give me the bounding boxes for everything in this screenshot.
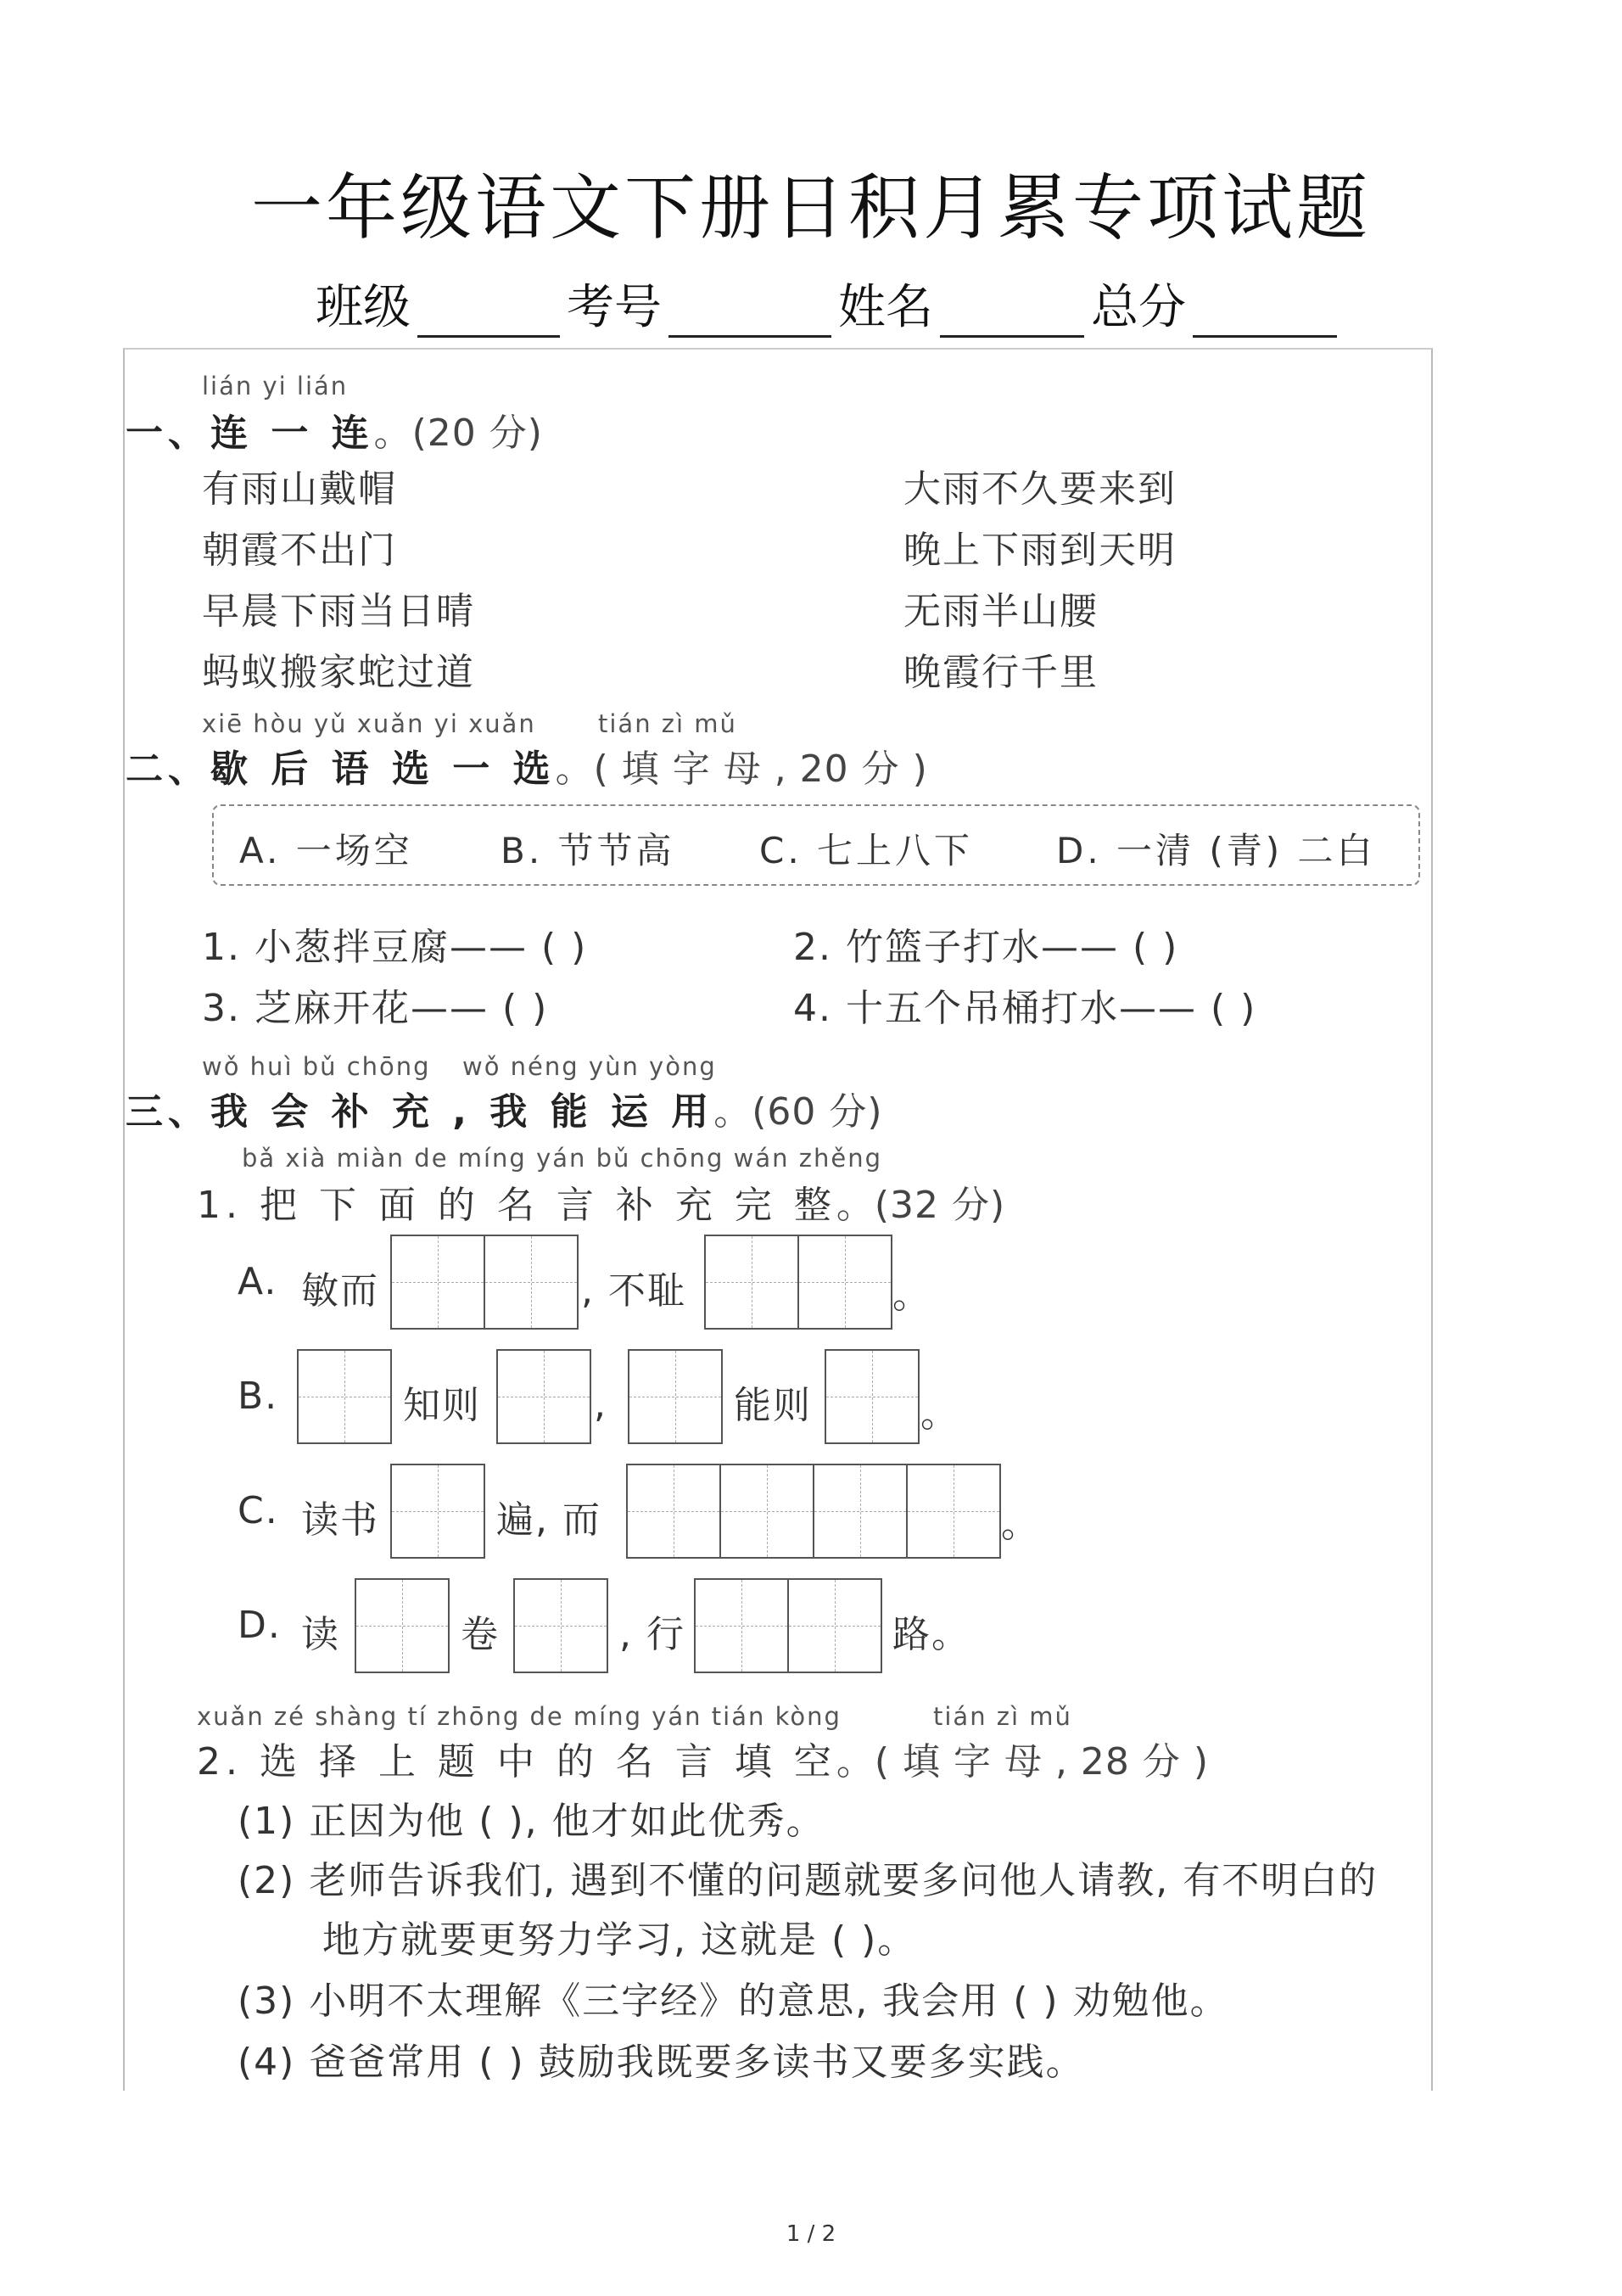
name-label: 姓名 bbox=[838, 280, 933, 335]
sub2-pinyin-b: tián zì mǔ bbox=[933, 1702, 1072, 1731]
fill-b-label: B. bbox=[238, 1375, 279, 1418]
fill-d-text3: , 行 bbox=[619, 1613, 685, 1656]
proverb-left-3[interactable]: 早晨下雨当日晴 bbox=[202, 590, 475, 633]
sub2-title: 2. 选 择 上 题 中 的 名 言 填 空 bbox=[197, 1740, 836, 1784]
fill-b-text3: 能则 bbox=[734, 1384, 812, 1427]
char-box[interactable] bbox=[787, 1578, 882, 1673]
student-info bbox=[316, 270, 1344, 338]
fill-b-text1: 知则 bbox=[403, 1384, 481, 1427]
fill-a-label: A. bbox=[238, 1260, 278, 1303]
char-box[interactable] bbox=[484, 1235, 579, 1330]
char-box[interactable] bbox=[825, 1349, 920, 1444]
char-box[interactable] bbox=[719, 1464, 814, 1559]
option-b: B. 节节高 bbox=[501, 830, 675, 871]
section3-pinyin-b: wǒ néng yùn yòng bbox=[462, 1052, 717, 1081]
section2-pinyin-b: tián zì mǔ bbox=[598, 709, 737, 738]
question-2-1[interactable]: 1. 小葱拌豆腐—— ( ) bbox=[202, 926, 588, 969]
char-box[interactable] bbox=[694, 1578, 789, 1673]
fill-d-text1: 读 bbox=[301, 1613, 340, 1656]
fill-a-end: 。 bbox=[892, 1274, 931, 1317]
char-box[interactable] bbox=[704, 1235, 799, 1330]
fill-question-2-cont: 地方就要更努力学习, 这就是 ( )。 bbox=[322, 1918, 917, 1962]
fill-c-text2: 遍, 而 bbox=[496, 1498, 601, 1542]
class-label: 班级 bbox=[316, 280, 411, 335]
class-field[interactable] bbox=[417, 283, 560, 338]
fill-a-text2: , 不耻 bbox=[581, 1269, 686, 1313]
fill-question-1[interactable]: (1) 正因为他 ( ), 他才如此优秀。 bbox=[238, 1800, 825, 1843]
fill-d-text2: 卷 bbox=[461, 1613, 500, 1656]
sub2-pinyin-a: xuǎn zé shàng tí zhōng de míng yán tián kòng bbox=[197, 1702, 842, 1731]
section2-title: 二、歇 后 语 选 一 选 bbox=[126, 748, 556, 791]
proverb-right-1[interactable]: 大雨不久要来到 bbox=[903, 468, 1177, 511]
option-d: D. 一清 (青) 二白 bbox=[1056, 830, 1376, 871]
name-field[interactable] bbox=[940, 283, 1084, 338]
sub1-title: 1. 把 下 面 的 名 言 补 充 完 整 bbox=[197, 1184, 836, 1227]
section1-score: 。(20 分) bbox=[373, 412, 543, 455]
section3-pinyin-a: wǒ huì bǔ chōng bbox=[202, 1052, 431, 1081]
sub1-score: 。(32 分) bbox=[836, 1184, 1006, 1227]
char-box[interactable] bbox=[906, 1464, 1001, 1559]
question-2-2[interactable]: 2. 竹篮子打水—— ( ) bbox=[793, 926, 1179, 969]
proverb-right-3[interactable]: 无雨半山腰 bbox=[903, 590, 1099, 633]
fill-question-3[interactable]: (3) 小明不太理解《三字经》的意思, 我会用 ( ) 劝勉他。 bbox=[238, 1980, 1229, 2023]
sub1-heading bbox=[197, 1174, 1005, 1229]
char-box[interactable] bbox=[626, 1464, 721, 1559]
char-box[interactable] bbox=[813, 1464, 908, 1559]
fill-c-end: 。 bbox=[1001, 1503, 1040, 1546]
number-label: 考号 bbox=[567, 280, 662, 335]
fill-b-end: 。 bbox=[920, 1392, 959, 1436]
char-box[interactable] bbox=[390, 1235, 485, 1330]
char-box[interactable] bbox=[496, 1349, 591, 1444]
fill-a-text1: 敏而 bbox=[301, 1269, 379, 1313]
option-c: C. 七上八下 bbox=[759, 830, 974, 871]
fill-question-4[interactable]: (4) 爸爸常用 ( ) 鼓励我既要多读书又要多实践。 bbox=[238, 2041, 1085, 2084]
section1-title: 一、连 一 连 bbox=[126, 412, 374, 455]
char-box[interactable] bbox=[513, 1578, 608, 1673]
sub1-pinyin: bǎ xià miàn de míng yán bǔ chōng wán zhěng bbox=[242, 1144, 882, 1173]
page-number: 1 / 2 bbox=[786, 2221, 836, 2247]
char-box[interactable] bbox=[628, 1349, 723, 1444]
section1-pinyin: lián yi lián bbox=[202, 372, 349, 400]
section3-heading bbox=[126, 1081, 883, 1135]
fill-b-text2: , bbox=[594, 1383, 607, 1426]
section2-score: 。( 填 字 母 , 20 分 ) bbox=[555, 748, 928, 791]
section1-heading bbox=[126, 402, 543, 456]
question-2-3[interactable]: 3. 芝麻开花—— ( ) bbox=[202, 987, 549, 1030]
proverb-right-4[interactable]: 晚霞行千里 bbox=[903, 651, 1099, 694]
char-box[interactable] bbox=[390, 1464, 485, 1559]
char-box[interactable] bbox=[355, 1578, 450, 1673]
section2-pinyin-a: xiē hòu yǔ xuǎn yi xuǎn bbox=[202, 709, 536, 738]
char-box[interactable] bbox=[297, 1349, 392, 1444]
sub2-heading bbox=[197, 1731, 1209, 1785]
score-field[interactable] bbox=[1193, 283, 1337, 338]
fill-c-label: C. bbox=[238, 1489, 279, 1532]
option-a: A. 一场空 bbox=[239, 830, 413, 871]
proverb-left-1[interactable]: 有雨山戴帽 bbox=[202, 468, 397, 511]
char-box[interactable] bbox=[797, 1235, 892, 1330]
proverb-left-2[interactable]: 朝霞不出门 bbox=[202, 529, 397, 572]
section3-title: 三、我 会 补 充 , 我 能 运 用 bbox=[126, 1090, 714, 1134]
proverb-right-2[interactable]: 晚上下雨到天明 bbox=[903, 529, 1177, 572]
fill-d-label: D. bbox=[238, 1604, 282, 1647]
fill-question-2[interactable]: (2) 老师告诉我们, 遇到不懂的问题就要多问他人请教, 有不明白的 bbox=[238, 1859, 1379, 1902]
question-2-4[interactable]: 4. 十五个吊桶打水—— ( ) bbox=[793, 987, 1257, 1030]
score-label: 总分 bbox=[1091, 280, 1186, 335]
sub2-score: 。( 填 字 母 , 28 分 ) bbox=[836, 1740, 1210, 1784]
number-field[interactable] bbox=[668, 283, 831, 338]
proverb-left-4[interactable]: 蚂蚁搬家蛇过道 bbox=[202, 651, 475, 694]
section3-score: 。(60 分) bbox=[713, 1090, 883, 1134]
section2-heading bbox=[126, 738, 928, 792]
fill-c-text1: 读书 bbox=[301, 1498, 379, 1542]
fill-d-text4: 路。 bbox=[892, 1613, 970, 1656]
page-title: 一年级语文下册日积月累专项试题 bbox=[250, 166, 1371, 249]
